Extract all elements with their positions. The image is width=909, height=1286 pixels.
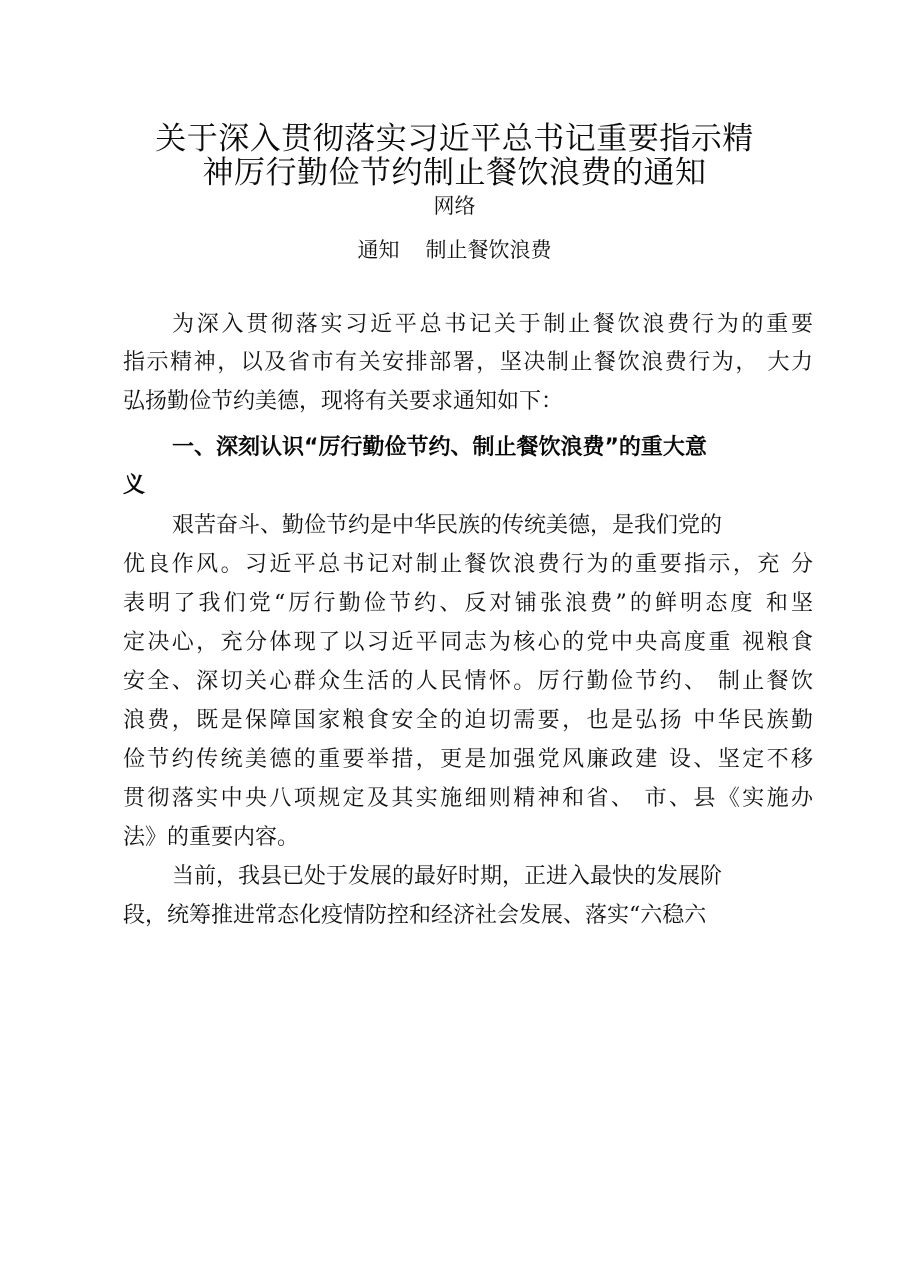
section-1-line-7: 俭节约传统美德的重要举措，更是加强党风廉政建 设、坚定不移 (123, 747, 813, 772)
section-1-line-6: 浪费，既是保障国家粮食安全的迫切需要，也是弘扬 中华民族勤 (123, 708, 813, 733)
keyword-2: 制止餐饮浪费 (425, 238, 552, 262)
intro-line-1: 为深入贯彻落实习近平总书记关于制止餐饮浪费行为的重要 (172, 312, 813, 337)
document-author: 网络 (433, 194, 476, 218)
section-1-line-9: 法》的重要内容。 (123, 825, 300, 850)
section-1-line-5: 安全、深切关心群众生活的人民情怀。厉行勤俭节约、 制止餐饮 (123, 669, 813, 694)
section-1-heading-line-2: 义 (123, 473, 146, 498)
keyword-1: 通知 (357, 238, 400, 262)
section-1-line-8: 贯彻落实中央八项规定及其实施细则精神和省、 市、县《实施办 (123, 786, 813, 811)
paragraph-2-line-1: 当前，我县已处于发展的最好时期，正进入最快的发展阶 (172, 864, 723, 889)
document-title-line-2: 神厉行勤俭节约制止餐饮浪费的通知 (202, 155, 707, 191)
document-keywords (0, 236, 909, 264)
paragraph-2-line-2: 段，统筹推进常态化疫情防控和经济社会发展、落实“六稳六 (123, 903, 707, 928)
section-1-line-1: 艰苦奋斗、勤俭节约是中华民族的传统美德，是我们党的 (172, 513, 723, 538)
intro-line-3: 弘扬勤俭节约美德，现将有关要求通知如下： (123, 389, 564, 414)
section-1-line-2: 优良作风。习近平总书记对制止餐饮浪费行为的重要指示，充 分 (123, 552, 813, 577)
section-1-heading-line-1: 一、深刻认识“厉行勤俭节约、制止餐饮浪费”的重大意 (172, 435, 707, 460)
section-1-line-4: 定决心，充分体现了以习近平同志为核心的党中央高度重 视粮食 (123, 630, 813, 655)
intro-line-2: 指示精神，以及省市有关安排部署，坚决制止餐饮浪费行为， 大力 (123, 350, 813, 375)
section-1-line-3: 表明了我们党“厉行勤俭节约、反对铺张浪费”的鲜明态度 和坚 (123, 591, 813, 616)
document-title-line-1: 关于深入贯彻落实习近平总书记重要指示精 (155, 121, 754, 157)
